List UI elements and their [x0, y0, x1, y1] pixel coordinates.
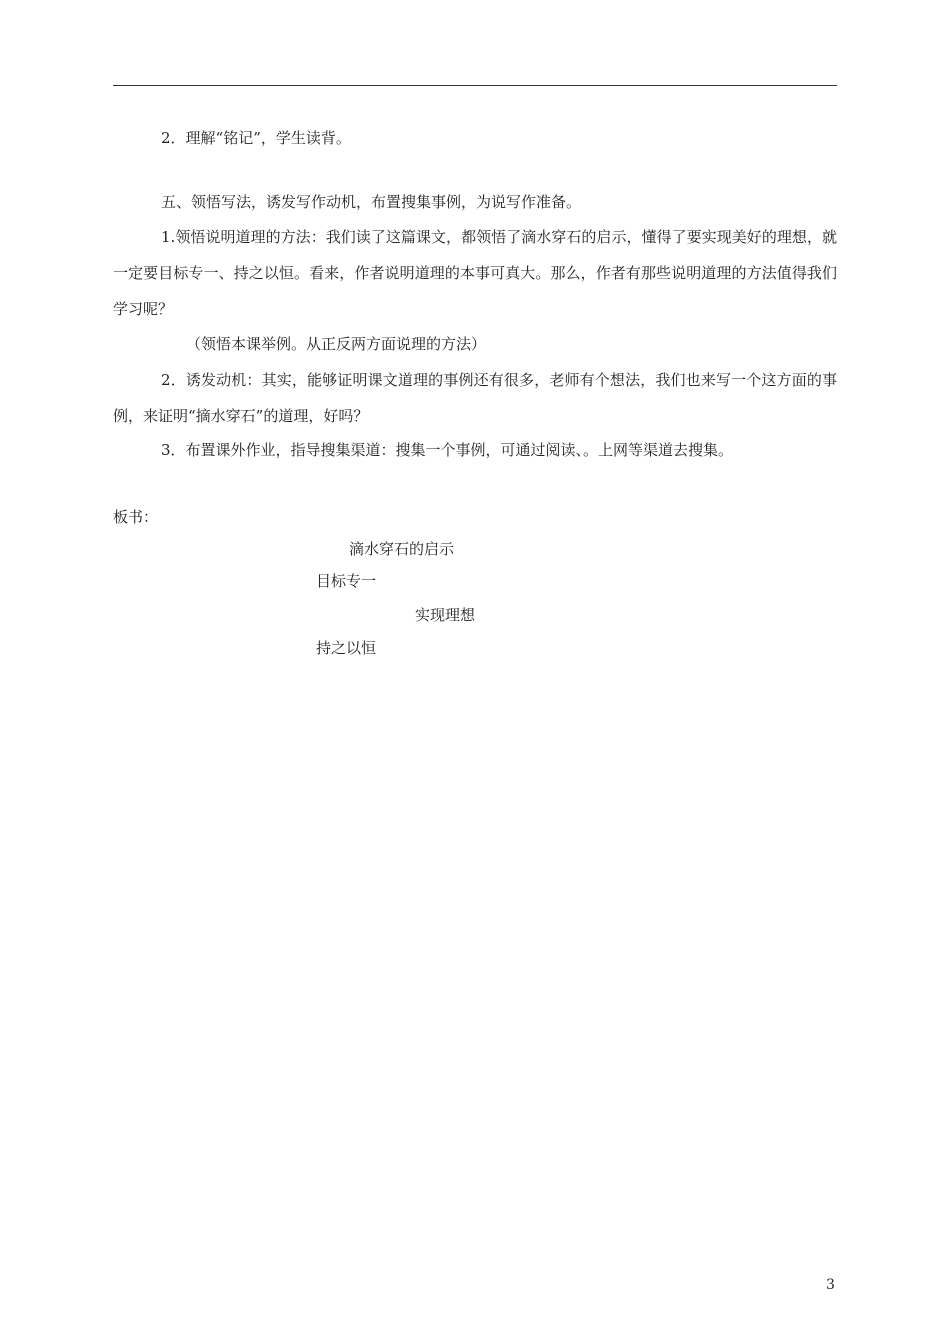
blackboard-point-focus: 目标专一	[316, 572, 377, 590]
blackboard-title: 滴水穿石的启示	[349, 540, 455, 558]
blackboard-point-persist: 持之以恒	[316, 639, 377, 657]
item2-motivate-paragraph: 2．诱发动机：其实，能够证明课文道理的事例还有很多，老师有个想法，我们也来写一个这方面的事例，来证明“摘水穿石”的道理，好吗？	[113, 371, 837, 425]
step2-understand: 2．理解“铭记”，学生读背。	[161, 129, 351, 147]
header-rule	[113, 85, 837, 86]
item1-method-paragraph: 1.领悟说明道理的方法：我们读了这篇课文，都领悟了滴水穿石的启示，懂得了要实现美好的理想，就一定要目标专一、持之以恒。看来，作者说明道理的本事可真大。那么，作者有那些说明道理的方法值得我们学习呢？	[113, 228, 837, 318]
page-number: 3	[826, 1277, 835, 1293]
item3-assign: 3．布置课外作业，指导搜集渠道：搜集一个事例，可通过阅读、。上网等渠道去搜集。	[161, 441, 734, 459]
item1-note: （领悟本课举例。从正反两方面说理的方法）	[186, 335, 487, 353]
blackboard-center: 实现理想	[415, 606, 476, 624]
blackboard-label: 板书：	[113, 508, 159, 526]
section5-heading: 五、领悟写法，诱发写作动机，布置搜集事例，为说写作准备。	[161, 193, 582, 211]
